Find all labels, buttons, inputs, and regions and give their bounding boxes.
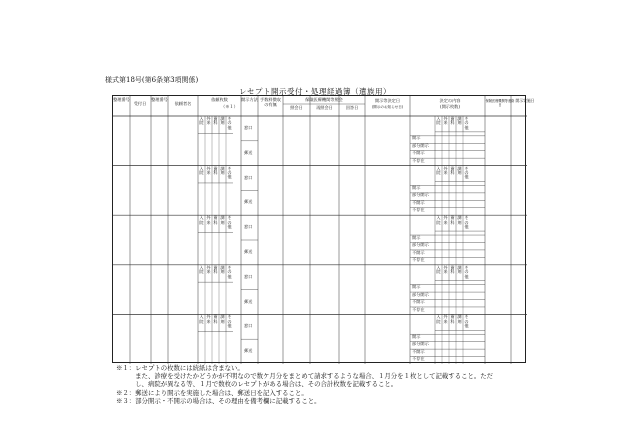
category-label: 入院	[199, 215, 204, 225]
footnote-1-cont2: し、病院が異なる等、１月で数枚のレセプトがある場合は、その合計枚数を記載すること。	[116, 380, 398, 389]
decision-category-label: その他	[464, 165, 469, 180]
decision-label: 不開示	[412, 249, 425, 255]
page-title: レセプト開示受付・処理経過簿（遺族用）	[239, 87, 391, 96]
decision-category-label: その他	[464, 264, 469, 279]
decision-label: 不開示	[412, 348, 425, 354]
header-uketsuke-bi: 受付日	[133, 101, 147, 106]
decision-category-label: 入院	[436, 314, 441, 324]
category-label: 歯科	[213, 314, 218, 324]
decision-category-label: 調剤	[457, 116, 462, 126]
header-tesuryo: 手数料徴収の有無	[260, 97, 281, 107]
header-kaito-bi: 回答日	[345, 105, 359, 110]
decision-category-label: その他	[464, 116, 469, 130]
category-label: その他	[227, 314, 232, 329]
decision-category-label: 歯科	[450, 116, 455, 126]
decision-category-label: 入院	[436, 264, 441, 275]
decision-label: 部分開示	[412, 192, 429, 198]
decision-label: 不存在	[412, 356, 425, 362]
category-label: 入院	[199, 116, 204, 126]
header-seiri-bango: 整理番号	[113, 97, 130, 102]
decision-label: 不存在	[412, 207, 425, 213]
decision-category-label: その他	[464, 314, 469, 329]
header-saishokai-bi: 再照会日	[316, 105, 333, 110]
decision-label: 開示	[412, 135, 421, 141]
category-label: 外来	[206, 264, 211, 275]
decision-category-label: 外来	[443, 314, 448, 324]
category-label: 歯科	[213, 215, 218, 225]
decision-category-label: 歯科	[450, 165, 455, 175]
decision-category-label: 外来	[443, 165, 448, 175]
header-hoken-iryo: 保険医療機関等照会	[305, 97, 343, 102]
header-note1: （※１）	[221, 104, 238, 109]
decision-category-label: 外来	[443, 116, 448, 126]
form-number: 様式第18号(第6条第3項関係)	[105, 76, 199, 84]
method-madoguchi: 窓口	[244, 124, 253, 130]
category-label: その他	[227, 116, 232, 130]
decision-category-label: 歯科	[450, 264, 455, 275]
category-label: 歯科	[213, 264, 218, 275]
method-yuso: 郵送	[244, 149, 253, 155]
header-kaiji-kettei-bi: 開示等決定日	[374, 98, 401, 103]
header-irai-sha: 依頼者名	[174, 101, 192, 106]
decision-label: 不開示	[412, 299, 425, 305]
category-label: その他	[227, 264, 232, 279]
decision-label: 開示	[412, 284, 421, 290]
decision-label: 不存在	[412, 306, 425, 312]
category-label: 外来	[206, 116, 211, 126]
decision-label: 開示	[412, 234, 421, 240]
header-kaiji-jisshi-bi: 開示実施日	[515, 98, 535, 103]
method-madoguchi: 窓口	[244, 273, 253, 279]
ledger-table	[112, 95, 535, 363]
method-yuso: 郵送	[244, 348, 253, 354]
decision-label: 部分開示	[412, 341, 429, 347]
category-label: 調剤	[220, 264, 225, 275]
decision-category-label: 調剤	[457, 314, 462, 324]
category-label: 外来	[206, 165, 211, 175]
header-kettei-naiyo: 決定の内容	[439, 98, 461, 103]
header-seiri-bango-2: 整理番号	[151, 97, 168, 102]
method-yuso: 郵送	[244, 199, 253, 205]
header-irai-maisu: 依頼枚数	[211, 97, 228, 102]
footnote-1: ※１：レセプトの枚数には続紙は含まない。	[116, 364, 244, 372]
category-label: 外来	[206, 314, 211, 324]
category-label: 入院	[199, 165, 204, 175]
method-madoguchi: 窓口	[244, 323, 253, 329]
decision-label: 不開示	[412, 199, 425, 205]
method-madoguchi: 窓口	[244, 174, 253, 180]
footnote-1-cont: また、診療を受けたかどうかが不明なので数ケ月分をまとめて請求するような場合、１月分を１枚として記載すること。ただ	[116, 372, 494, 381]
method-madoguchi: 窓口	[244, 224, 253, 230]
decision-label: 部分開示	[412, 142, 429, 148]
decision-label: 部分開示	[412, 242, 429, 248]
footnote-3: ※３：部分開示・不開示の場合は、その理由を備考欄に記載すること。	[116, 396, 321, 405]
category-label: その他	[227, 165, 232, 180]
method-yuso: 郵送	[244, 298, 253, 304]
category-label: 外来	[206, 215, 211, 225]
decision-label: 不存在	[412, 256, 425, 262]
decision-category-label: 外来	[443, 215, 448, 225]
decision-label: 開示	[412, 333, 421, 339]
category-label: 入院	[199, 264, 204, 275]
category-label: 入院	[199, 314, 204, 324]
decision-category-label: 入院	[436, 215, 441, 225]
category-label: 調剤	[220, 314, 225, 324]
header-kaiji-maisu: (開示枚数)	[439, 104, 461, 109]
decision-category-label: 歯科	[450, 314, 455, 324]
decision-category-label: 調剤	[457, 264, 462, 275]
category-label: その他	[227, 215, 232, 229]
decision-category-label: 調剤	[457, 215, 462, 225]
footnotes	[116, 364, 493, 405]
decision-label: 開示	[412, 185, 421, 191]
decision-label: 部分開示	[412, 291, 429, 297]
category-label: 調剤	[220, 215, 225, 225]
category-label: 歯科	[213, 165, 218, 175]
decision-category-label: その他	[464, 215, 469, 229]
header-kettei-tsuchi: (開示のお知らせ日)	[371, 105, 404, 109]
footnote-2: ※２：郵送により開示を実施した場合は、郵送日を記入すること。	[116, 388, 308, 397]
decision-category-label: 歯科	[450, 215, 455, 225]
decision-category-label: 入院	[436, 116, 441, 126]
decision-category-label: 調剤	[457, 165, 462, 175]
header-kaiji-houhou: 開示方法	[241, 97, 258, 102]
category-label: 調剤	[220, 116, 225, 126]
decision-category-label: 外来	[443, 264, 448, 275]
category-label: 調剤	[220, 165, 225, 175]
decision-label: 不存在	[412, 157, 425, 163]
decision-category-label: 入院	[436, 165, 441, 175]
header-shokai-bi: 照会日	[290, 105, 303, 110]
method-yuso: 郵送	[244, 248, 253, 254]
category-label: 歯科	[213, 116, 218, 126]
decision-label: 不開示	[412, 150, 425, 156]
header-hoken-renraku-bi: 保険医療機関等連絡日	[485, 99, 515, 107]
